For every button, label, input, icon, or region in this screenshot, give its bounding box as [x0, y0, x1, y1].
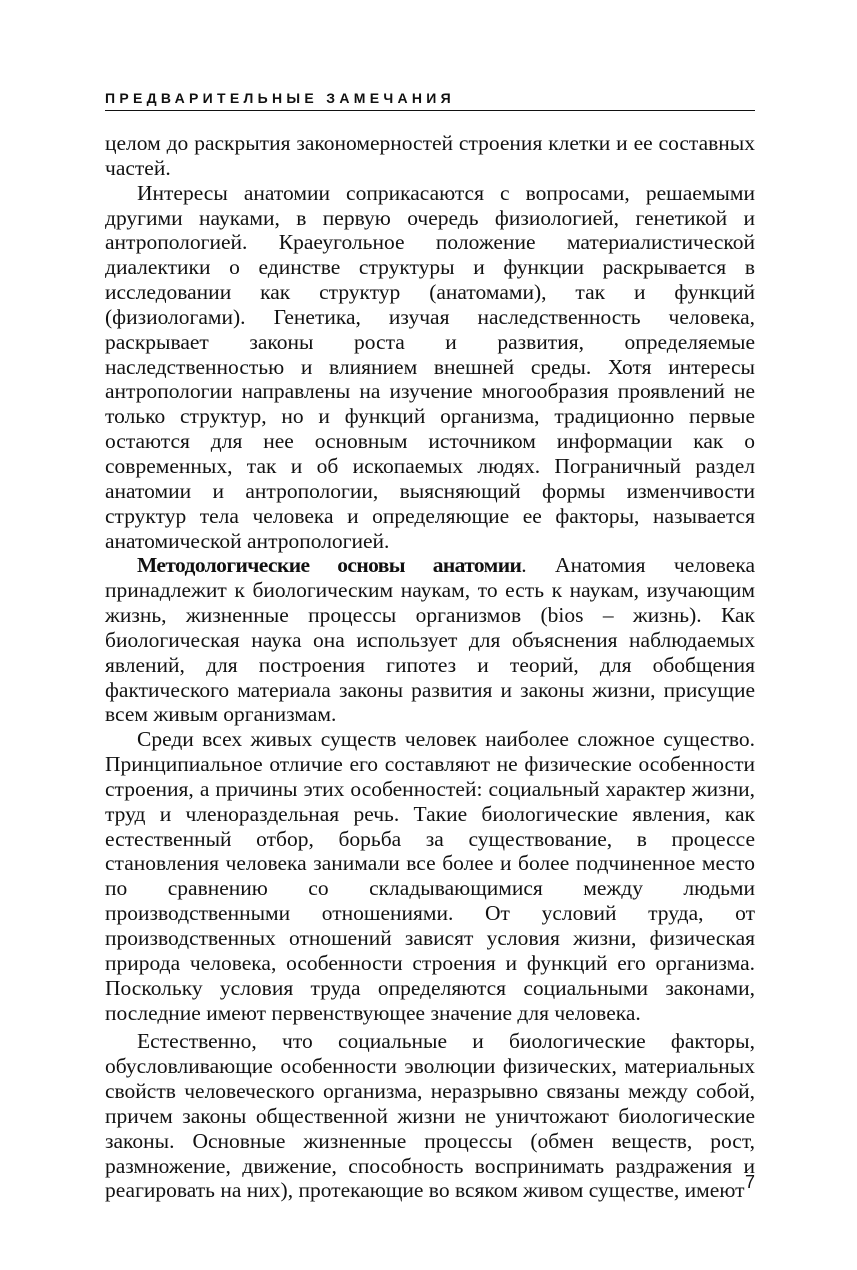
paragraph-methodology: [105, 553, 755, 727]
page-number: 7: [744, 1172, 755, 1192]
paragraph-social-biological: Естественно, что социальные и биологические факторы, обусловливающие особенности эволюции физических, материальных свойств человеческого организма, неразрывно связаны между собой, причем законы общественной жизни не уничтожают биологические законы. Основные жизненные процессы (обмен веществ, рост, размножение, движение, способность воспринимать раздражения и реагировать на них), протекающие во всяком живом существе, имеют: [105, 1029, 755, 1203]
paragraph-human-nature: Среди всех живых существ человек наиболее сложное существо. Принципиальное отличие его составляют не физические особенности строения, а причины этих особенностей: социальный характер жизни, труд и членораздельная речь. Такие биологические явления, как естественный отбор, борьба за существование, в процессе становления человека занимали все более и более подчиненное место по сравнению со складывающимися между людьми производственными отношениями. От условий труда, от производственных отношений зависят условия жизни, физическая природа человека, особенности строения и функций его организма. Поскольку условия труда определяются социальными законами, последние имеют первенствующее значение для человека.: [105, 727, 755, 1025]
main-text: [105, 131, 755, 1203]
running-header-title: ПРЕДВАРИТЕЛЬНЫЕ ЗАМЕЧАНИЯ: [105, 90, 456, 106]
run-in-heading: Методологические основы анатомии: [137, 553, 522, 578]
running-header: [105, 88, 755, 111]
paragraph-methodology-text: . Анатомия человека принадлежит к биологическим наукам, то есть к наукам, изучающим жизнь, жизненные процессы организмов (bios – жизнь). Как биологическая наука она использует для объяснения наблюдаемых явлений, для построения гипотез и теорий, для обобщения фактического материала законы развития и законы жизни, присущие всем живым организмам.: [105, 553, 755, 727]
paragraph-continuation: целом до раскрытия закономерностей строения клетки и ее составных частей.: [105, 131, 755, 180]
paragraph-anatomy-interests: Интересы анатомии соприкасаются с вопросами, решаемыми другими науками, в первую очередь физиологией, генетикой и антропологией. Краеугольное положение материалистической диалектики о единстве структуры и функции раскрывается в исследовании как структур (анатомами), так и функций (физиологами). Генетика, изучая наследственность человека, раскрывает законы роста и развития, определяемые наследственностью и влиянием внешней среды. Хотя интересы антропологии направлены на изучение многообразия проявлений не только структур, но и функций организма, традиционно первые остаются для нее основным источником информации как о современных, так и об ископаемых людях. Пограничный раздел анатомии и антропологии, выясняющий формы изменчивости структур тела человека и определяющие ее факторы, называется анатомической антропологией.: [105, 180, 755, 553]
